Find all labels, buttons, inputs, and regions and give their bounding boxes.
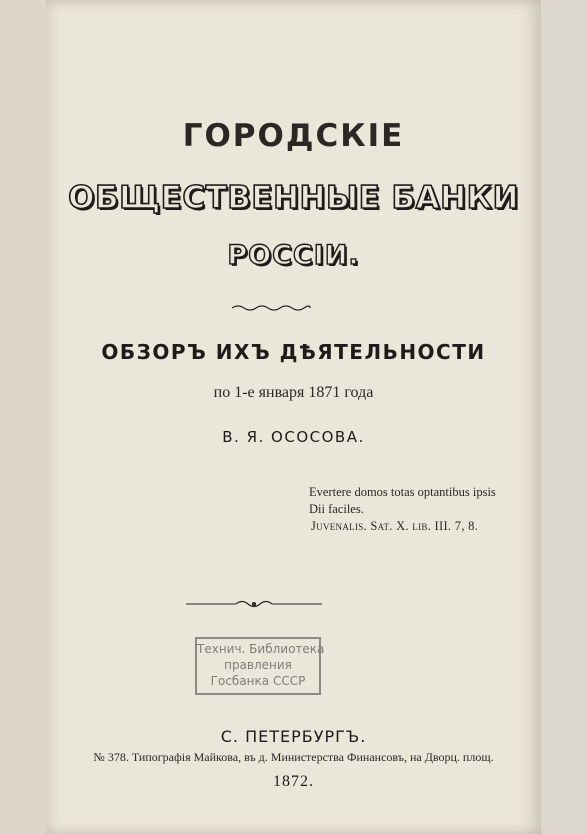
stamp-line-3: Госбанка СССР — [210, 674, 306, 688]
date-line: по 1-е января 1871 года — [213, 384, 374, 401]
author-name: В. Я. ОСОСОВА. — [222, 428, 365, 446]
page-edge-left — [0, 0, 46, 834]
epigraph-citation: Juvenalis. Sat. X. lib. III. 7, 8. — [311, 519, 479, 533]
subtitle: ОБЗОРЪ ИХЪ ДѢЯТЕЛЬНОСТИ — [101, 340, 486, 364]
imprint-city: С. ПЕТЕРБУРГЪ. — [220, 727, 367, 746]
ornament-divider-top — [230, 303, 312, 313]
imprint-printer: № 378. Типографія Майкова, въ д. Министерства Финансовъ, на Дворц. площ. — [93, 750, 494, 764]
library-stamp — [195, 637, 325, 695]
ornament-divider-bottom — [184, 598, 324, 610]
title-line-2: ОБЩЕСТВЕННЫЕ БАНКИ — [68, 180, 519, 216]
epigraph — [309, 484, 509, 535]
stamp-line-1: Технич. Библиотека — [197, 642, 325, 656]
title-line-3: РОССІИ. — [227, 240, 360, 271]
imprint-year: 1872. — [273, 773, 314, 790]
title-line-1: ГОРОДСКІЕ — [182, 118, 405, 154]
epigraph-line-2: Dii faciles. — [309, 502, 364, 516]
epigraph-line-1: Evertere domos totas optantibus ipsis — [309, 485, 496, 499]
page-edge-right — [541, 0, 587, 834]
stamp-line-2: правления — [224, 658, 292, 672]
